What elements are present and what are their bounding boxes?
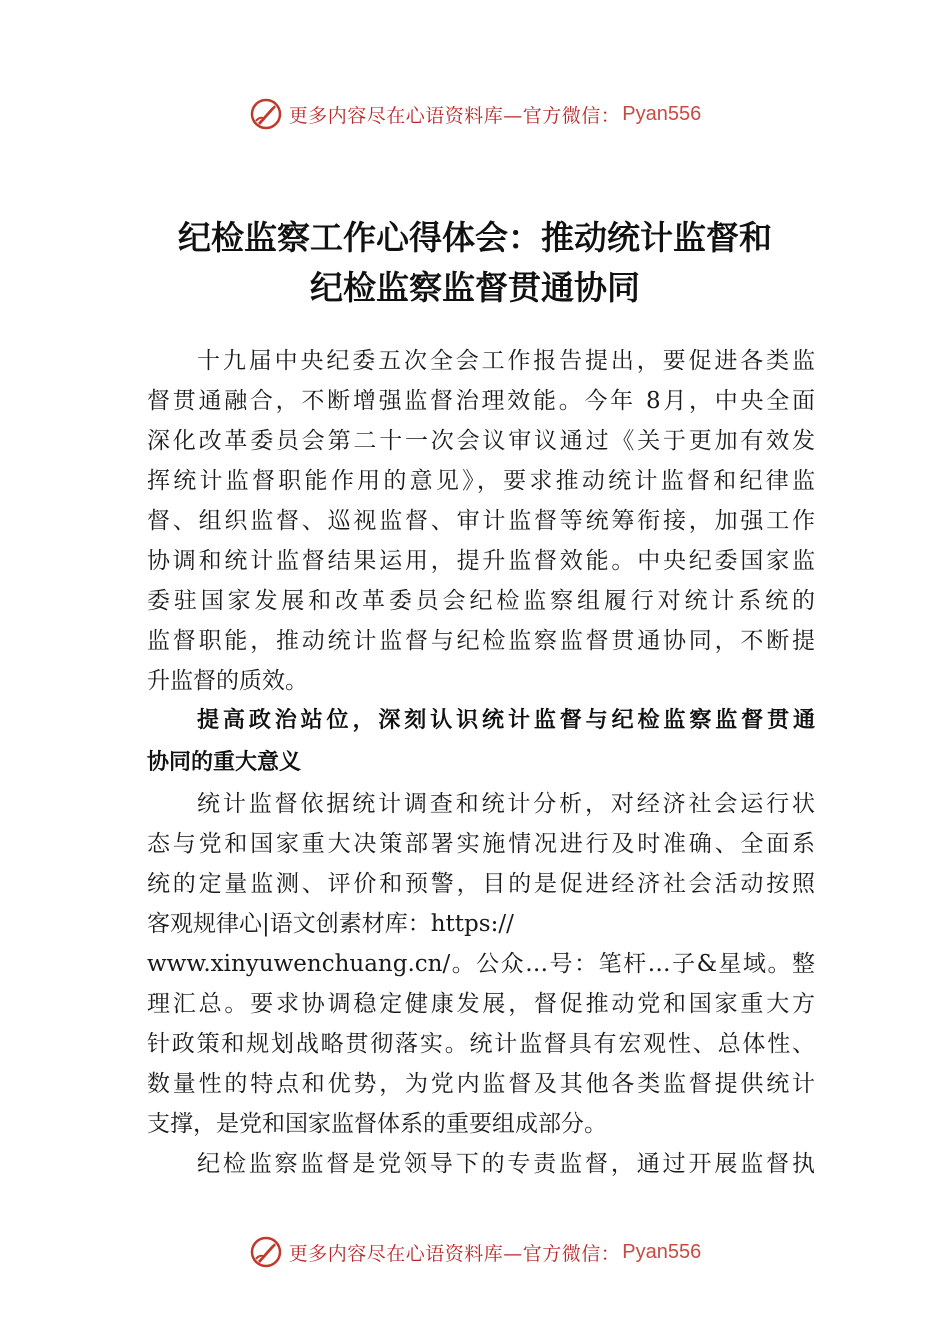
watermark-text: 更多内容尽在心语资料库—官方微信：	[288, 1242, 621, 1265]
page-title-line-1: 纪检监察工作心得体会：推动统计监督和	[178, 218, 772, 257]
paragraph-line: 升监督的质效。	[147, 668, 308, 694]
page-title-line-2: 纪检监察监督贯通协同	[310, 268, 640, 307]
paragraph-line: 数量性的特点和优势，为党内监督及其他各类监督提供统计	[147, 1071, 815, 1097]
paragraph-line: 深化改革委员会第二十一次会议审议通过《关于更加有效发	[147, 428, 815, 454]
paragraph-line: www.xinyuwenchuang.cn/。公众…号：笔杆…子&星域。整	[147, 951, 815, 977]
paragraph-line: 纪检监察监督是党领导下的专责监督，通过开展监督执	[197, 1151, 815, 1177]
section-heading-line-2: 协同的重大意义	[147, 750, 302, 775]
paragraph-line: 十九届中央纪委五次全会工作报告提出，要促进各类监	[197, 348, 815, 374]
paragraph-line: 统的定量监测、评价和预警，目的是促进经济社会活动按照	[147, 871, 815, 897]
section-heading-line-1: 提高政治站位，深刻认识统计监督与纪检监察监督贯通	[197, 708, 815, 733]
paragraph-line: 督贯通融合，不断增强监督治理效能。今年 8月，中央全面	[147, 388, 815, 414]
paragraph-line: 挥统计监督职能作用的意见》，要求推动统计监督和纪律监	[147, 468, 815, 494]
paragraph-line: 统计监督依据统计调查和统计分析，对经济社会运行状	[197, 791, 815, 817]
paragraph-line: 委驻国家发展和改革委员会纪检监察组履行对统计系统的	[147, 588, 815, 614]
paragraph-line: 客观规律心|语文创素材库：https://	[147, 911, 514, 937]
watermark-banner-top	[0, 94, 950, 134]
watermark-wechat-id: Pyan556	[622, 1240, 702, 1263]
paragraph-line: 针政策和规划战略贯彻落实。统计监督具有宏观性、总体性、	[147, 1031, 815, 1057]
paragraph-line: 督、组织监督、巡视监督、审计监督等统筹衔接，加强工作	[147, 508, 815, 534]
paragraph-line: 理汇总。要求协调稳定健康发展，督促推动党和国家重大方	[147, 991, 815, 1017]
paragraph-line: 协调和统计监督结果运用，提升监督效能。中央纪委国家监	[147, 548, 815, 574]
paragraph-line: 监督职能，推动统计监督与纪检监察监督贯通协同，不断提	[147, 628, 815, 654]
quill-logo-icon	[249, 1235, 283, 1269]
paragraph-line: 支撑，是党和国家监督体系的重要组成部分。	[147, 1111, 607, 1137]
watermark-wechat-id: Pyan556	[622, 102, 702, 125]
paragraph-line: 态与党和国家重大决策部署实施情况进行及时准确、全面系	[147, 831, 815, 857]
watermark-banner-bottom	[0, 1232, 950, 1272]
quill-logo-icon	[249, 97, 283, 131]
watermark-text: 更多内容尽在心语资料库—官方微信：	[288, 104, 621, 127]
